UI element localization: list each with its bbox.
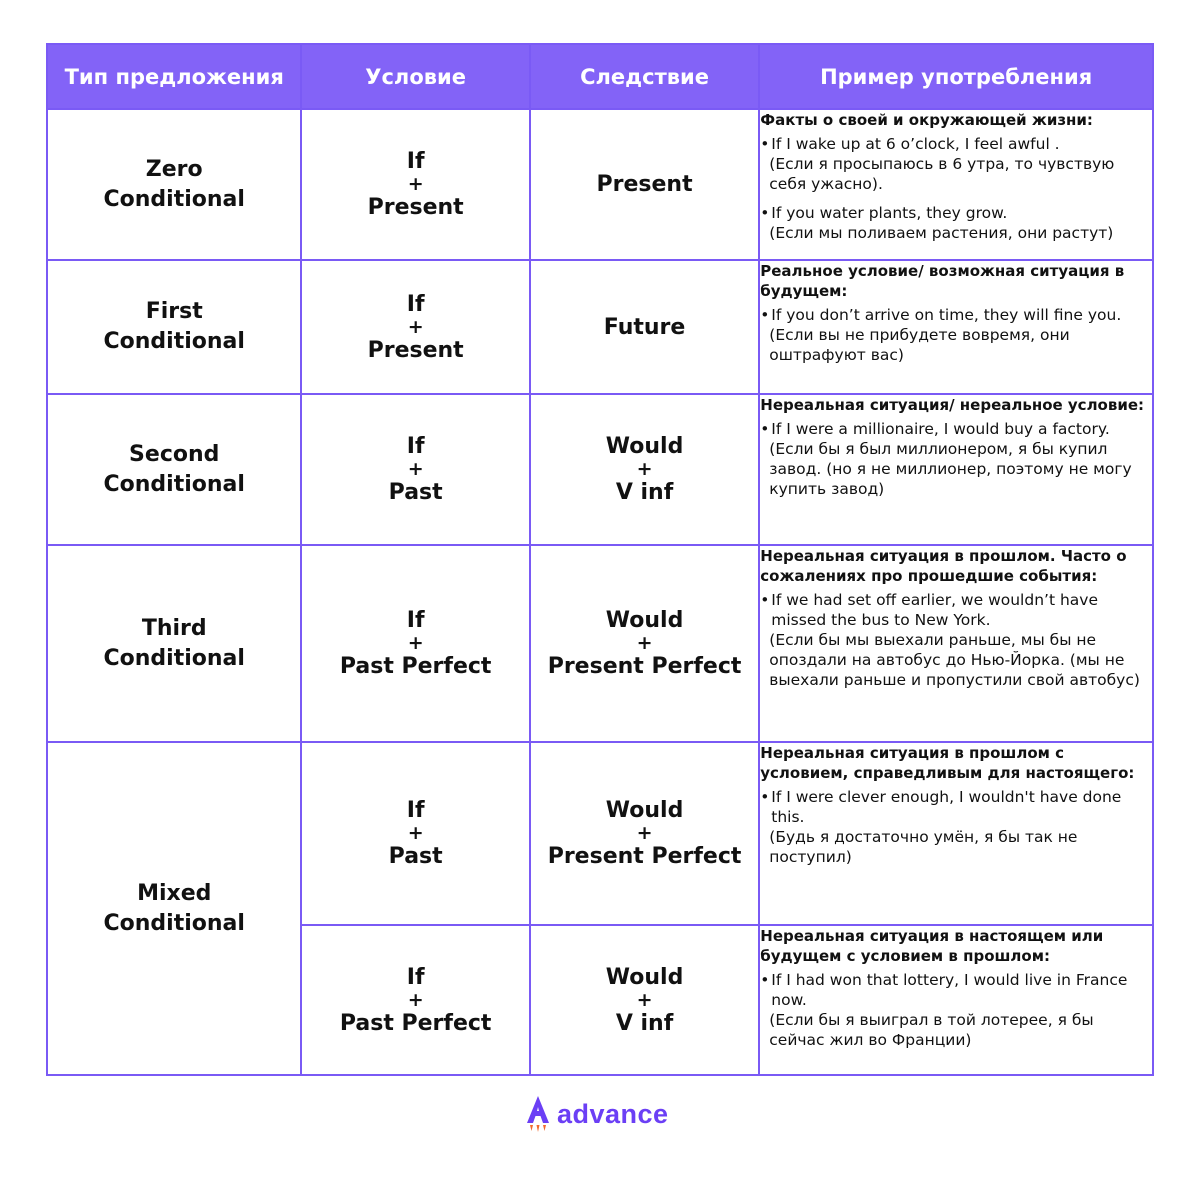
type-cell [47, 260, 301, 394]
formula-plus: + [636, 988, 653, 1011]
example-item [760, 203, 1152, 223]
example-title: Факты о своей и окружающей жизни: [760, 111, 1093, 129]
formula-plus: + [636, 632, 653, 654]
result-verb: V inf [615, 480, 674, 505]
example-title: Нереальная ситуация в прошлом с условием, справедливым для настоящего: [760, 744, 1135, 782]
formula-tense: Present [367, 195, 464, 220]
conditionals-table [46, 43, 1154, 1076]
example-title: Реальное условие/ возможная ситуация в будущем: [760, 262, 1125, 300]
formula-tense: Past [388, 480, 443, 505]
result-would: Would [605, 964, 684, 990]
example-cell [759, 394, 1153, 545]
table-row [47, 394, 1153, 545]
example-en: If you don’t arrive on time, they will fine you. [771, 306, 1122, 324]
condition-cell [301, 925, 529, 1075]
bullet: • [760, 306, 770, 324]
example-title: Нереальная ситуация в настоящем или будущем с условием в прошлом: [760, 927, 1104, 965]
example-en: If I wake up at 6 o’clock, I feel awful . [771, 135, 1060, 153]
formula-if: If [406, 434, 425, 459]
formula-plus: + [407, 632, 424, 654]
example-item [760, 305, 1152, 325]
formula-tense: Present [367, 337, 464, 363]
header-condition: Условие [301, 44, 529, 109]
result-verb: V inf [615, 1010, 674, 1036]
condition-cell [301, 545, 529, 742]
example-item [760, 134, 1152, 154]
type-line: Second [129, 441, 220, 467]
example-translation: (Если бы я был миллионером, я бы купил завод. (но я не миллионер, поэтому не могу купить завод) [769, 440, 1132, 498]
example-title: Нереальная ситуация в прошлом. Часто о сожалениях про прошедшие события: [760, 547, 1127, 585]
table-row [47, 545, 1153, 742]
formula-plus: + [407, 988, 424, 1011]
example-translation: (Будь я достаточно умён, я бы так не поступил) [769, 828, 1078, 866]
example-en: If I were clever enough, I wouldn't have done this. [771, 788, 1122, 826]
type-line: Third [141, 615, 207, 641]
formula-if: If [406, 964, 425, 990]
table-row [47, 109, 1153, 260]
type-line: Mixed [137, 880, 212, 906]
formula-plus: + [636, 458, 653, 480]
example-translation: (Если бы мы выехали раньше, мы бы не опоздали на автобус до Нью-Йорка. (мы не выехали раньше и пропустили свой автобус) [769, 631, 1140, 689]
result-would: Would [605, 434, 684, 459]
result-cell [530, 109, 759, 260]
formula-tense: Past [388, 844, 443, 869]
example-cell [759, 260, 1153, 394]
example-item [760, 970, 1152, 1010]
result-tense: Future [603, 314, 686, 340]
formula-plus: + [407, 458, 424, 480]
bullet: • [760, 591, 770, 609]
formula-plus: + [407, 173, 424, 195]
example-en: If I had won that lottery, I would live in France now. [771, 971, 1128, 1009]
type-line: Zero [145, 156, 203, 182]
table-row [47, 742, 1153, 925]
example-translation: (Если вы не прибудете вовремя, они оштрафуют вас) [769, 326, 1070, 364]
header-type: Тип предложения [47, 44, 301, 109]
condition-cell [301, 109, 529, 260]
result-cell [530, 742, 759, 925]
type-cell [47, 742, 301, 1075]
header-example: Пример употребления [759, 44, 1153, 109]
example-cell [759, 925, 1153, 1075]
example-translation: (Если мы поливаем растения, они растут) [769, 224, 1114, 242]
result-verb: Present Perfect [547, 844, 742, 869]
type-line: Conditional [103, 186, 245, 212]
example-en: If you water plants, they grow. [771, 204, 1008, 222]
formula-if: If [406, 608, 425, 633]
type-line: Conditional [103, 329, 245, 354]
bullet: • [760, 971, 770, 989]
type-cell [47, 394, 301, 545]
condition-cell [301, 742, 529, 925]
result-cell [530, 260, 759, 394]
result-verb: Present Perfect [547, 654, 742, 679]
bullet: • [760, 788, 770, 806]
example-item [760, 787, 1152, 827]
example-cell [759, 545, 1153, 742]
formula-plus: + [407, 822, 424, 844]
bullet: • [760, 204, 770, 222]
formula-if: If [406, 291, 425, 317]
example-en: If I were a millionaire, I would buy a factory. [771, 420, 1110, 438]
result-would: Would [605, 798, 684, 823]
condition-cell [301, 260, 529, 394]
type-cell [47, 109, 301, 260]
table-header-row [47, 44, 1153, 109]
type-line: First [145, 299, 203, 324]
header-result: Следствие [530, 44, 759, 109]
rocket-a-icon [525, 1095, 551, 1133]
type-line: Conditional [103, 910, 245, 936]
advance-logo [525, 1095, 669, 1133]
result-cell [530, 545, 759, 742]
formula-if: If [406, 149, 425, 174]
example-item [760, 590, 1152, 630]
example-en: If we had set off earlier, we wouldn’t have missed the bus to New York. [771, 591, 1098, 629]
bullet: • [760, 420, 770, 438]
formula-plus: + [636, 822, 653, 844]
formula-if: If [406, 798, 425, 823]
logo-text: advance [557, 1098, 669, 1129]
example-cell [759, 742, 1153, 925]
example-translation: (Если я просыпаюсь в 6 утра, то чувствую себя ужасно). [769, 155, 1115, 193]
example-translation: (Если бы я выиграл в той лотерее, я бы сейчас жил во Франции) [769, 1011, 1094, 1049]
result-cell [530, 394, 759, 545]
formula-tense: Past Perfect [339, 1010, 492, 1036]
result-cell [530, 925, 759, 1075]
formula-tense: Past Perfect [339, 654, 492, 679]
type-cell [47, 545, 301, 742]
type-line: Conditional [103, 645, 245, 671]
condition-cell [301, 394, 529, 545]
bullet: • [760, 135, 770, 153]
result-would: Would [605, 608, 684, 633]
type-line: Conditional [103, 471, 245, 497]
example-cell [759, 109, 1153, 260]
example-title: Нереальная ситуация/ нереальное условие: [760, 396, 1145, 414]
result-tense: Present [596, 172, 693, 197]
example-item [760, 419, 1152, 439]
formula-plus: + [407, 315, 424, 338]
table-row [47, 260, 1153, 394]
